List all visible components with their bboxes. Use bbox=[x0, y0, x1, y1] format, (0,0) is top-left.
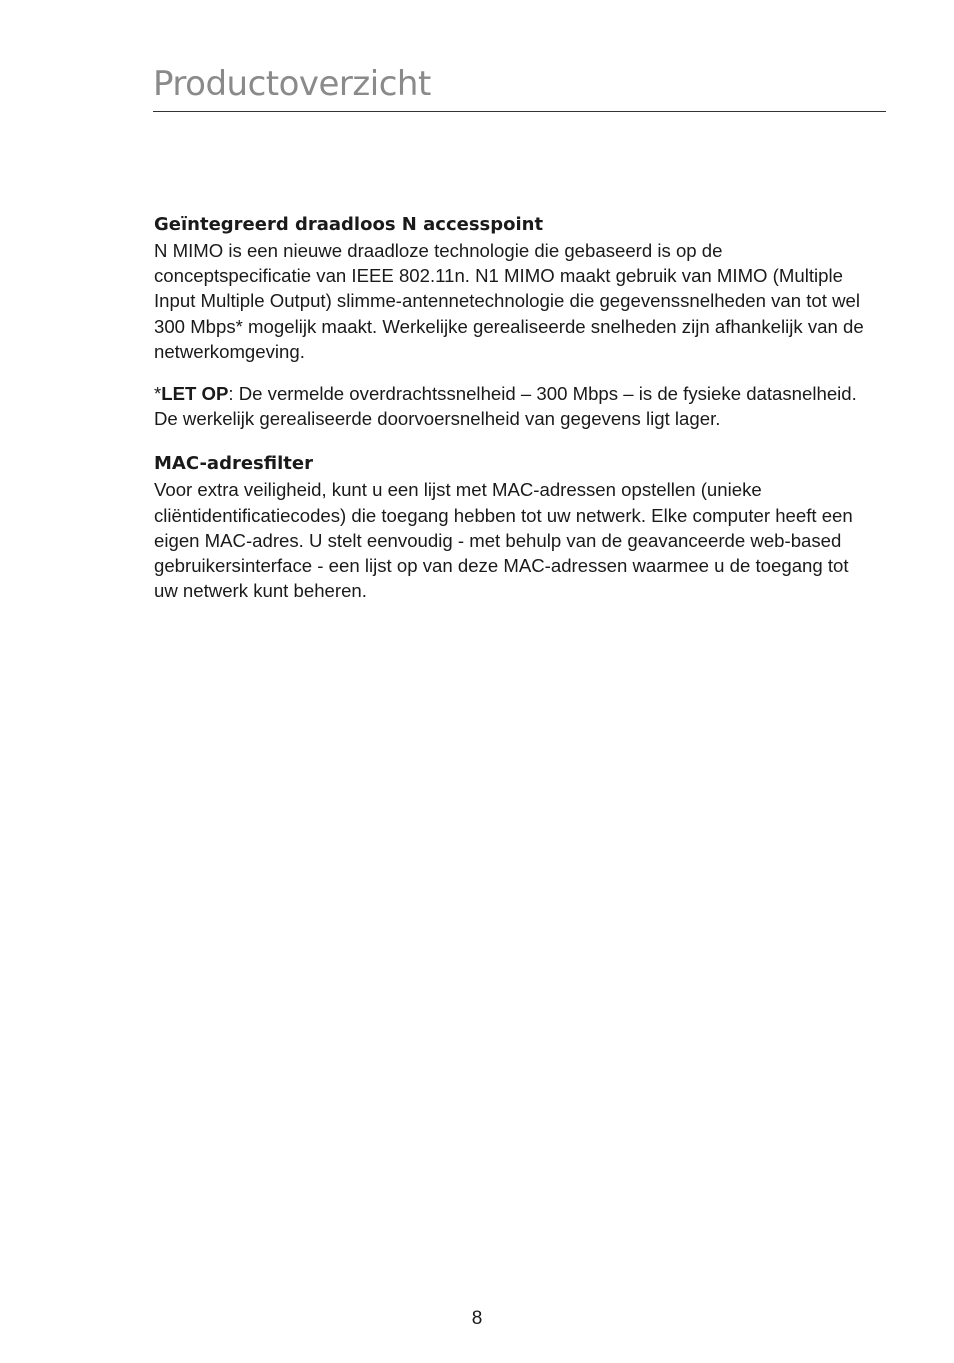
section-heading-access-point: Geïntegreerd draadloos N accesspoint bbox=[154, 214, 544, 235]
section-body-mac-filter: Voor extra veiligheid, kunt u een lijst met MAC-adressen opstellen (unieke cliëntidentificatiecodes) die toegang hebben tot uw netwerk. Elke computer heeft een eigen MAC-adres. U stelt eenvoudig - met behulp van de geavanceerde web-based gebruikersinterface - een lijst op van deze MAC-adressen waarmee u de toegang tot uw netwerk kunt beheren. bbox=[154, 479, 853, 602]
section-heading-mac-filter: MAC-adresfilter bbox=[154, 453, 313, 475]
note-paragraph bbox=[154, 381, 869, 431]
section-access-point bbox=[154, 212, 869, 431]
page-title: Productoverzicht bbox=[153, 64, 431, 104]
note-text: : De vermelde overdrachtssnelheid – 300 Mbps – is de fysieke datasnelheid. De werkelijk gerealiseerde doorvoersnelheid van gegevens ligt lager. bbox=[154, 383, 857, 430]
note-prefix: * bbox=[154, 383, 162, 405]
note-label: LET OP bbox=[161, 383, 229, 405]
title-divider bbox=[153, 111, 886, 112]
page-number: 8 bbox=[471, 1308, 483, 1329]
section-mac-filter bbox=[154, 451, 869, 603]
page-content bbox=[154, 212, 869, 603]
section-body-access-point: N MIMO is een nieuwe draadloze technologie die gebaseerd is op de conceptspecificatie van IEEE 802.11n. N1 MIMO maakt gebruik van MIMO (Multiple Input Multiple Output) slimme-antennetechnologie die gegevenssnelheden van tot wel 300 Mbps* mogelijk maakt. Werkelijke gerealiseerde snelheden zijn afhankelijk van de netwerkomgeving. bbox=[154, 240, 864, 362]
